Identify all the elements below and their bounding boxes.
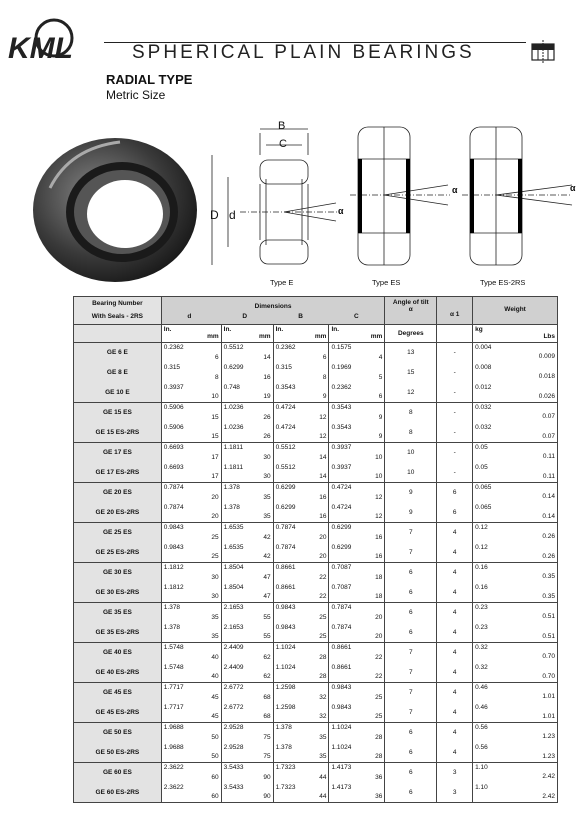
bearing-name: GE 25 ES-2RS xyxy=(74,543,162,563)
table-row xyxy=(74,423,558,443)
dimension-cell: 1.9688 50 xyxy=(161,723,221,743)
table-row xyxy=(74,563,558,583)
tilt-angle-alpha1: - xyxy=(437,403,473,423)
dimension-cell: 1.9688 50 xyxy=(161,743,221,763)
tilt-angle-alpha1: 4 xyxy=(437,703,473,723)
dimension-cell: 0.8661 22 xyxy=(273,563,329,583)
table-row xyxy=(74,583,558,603)
dimension-cell: 0.1969 5 xyxy=(329,363,385,383)
dimension-cell: 0.8661 22 xyxy=(273,583,329,603)
dimension-cell: 1.7323 44 xyxy=(273,783,329,803)
table-row xyxy=(74,363,558,383)
weight-cell: 0.32 0.70 xyxy=(473,643,558,663)
dimension-cell: 0.3937 10 xyxy=(329,443,385,463)
label-alpha-es: α xyxy=(452,185,458,195)
dimension-cell: 0.9843 25 xyxy=(161,543,221,563)
dimension-cell: 0.4724 12 xyxy=(273,403,329,423)
bearing-name: GE 15 ES xyxy=(74,403,162,423)
tilt-angle: 9 xyxy=(385,483,437,503)
dimension-cell: 1.6535 42 xyxy=(221,523,273,543)
dimension-cell: 2.9528 75 xyxy=(221,743,273,763)
unit-C: In. mm xyxy=(329,325,385,343)
bearing-dimension-diagram xyxy=(200,115,579,295)
header-d: d xyxy=(187,313,192,320)
tilt-angle: 6 xyxy=(385,563,437,583)
tilt-angle: 12 xyxy=(385,383,437,403)
dimension-cell: 2.9528 75 xyxy=(221,723,273,743)
spec-table xyxy=(73,296,558,803)
tilt-angle-alpha1: - xyxy=(437,443,473,463)
table-row xyxy=(74,403,558,423)
weight-cell: 0.008 0.018 xyxy=(473,363,558,383)
dimension-cell: 1.1024 28 xyxy=(273,663,329,683)
tilt-angle-alpha1: 4 xyxy=(437,523,473,543)
tilt-angle: 10 xyxy=(385,443,437,463)
dimension-cell: 3.5433 90 xyxy=(221,763,273,783)
weight-cell: 0.12 0.26 xyxy=(473,543,558,563)
tilt-angle-alpha1: 6 xyxy=(437,483,473,503)
table-row xyxy=(74,443,558,463)
bearing-name: GE 17 ES-2RS xyxy=(74,463,162,483)
dimension-cell: 0.9843 25 xyxy=(273,623,329,643)
dimension-cell: 1.7717 45 xyxy=(161,683,221,703)
table-row xyxy=(74,683,558,703)
dimension-cell: 1.6535 42 xyxy=(221,543,273,563)
tilt-angle: 8 xyxy=(385,403,437,423)
bearing-name: GE 10 E xyxy=(74,383,162,403)
dimension-cell: 0.5906 15 xyxy=(161,403,221,423)
dimension-cell: 0.7874 20 xyxy=(161,503,221,523)
unit-d: In. mm xyxy=(161,325,221,343)
dimension-cell: 1.378 35 xyxy=(273,723,329,743)
dimension-cell: 0.315 8 xyxy=(273,363,329,383)
dimension-cell: 1.1812 30 xyxy=(161,563,221,583)
tilt-angle-alpha1: 6 xyxy=(437,503,473,523)
weight-cell: 0.012 0.026 xyxy=(473,383,558,403)
table-row xyxy=(74,663,558,683)
label-d: d xyxy=(229,208,236,222)
header-C: C xyxy=(354,313,359,320)
tilt-angle-alpha1: 4 xyxy=(437,743,473,763)
tilt-angle: 6 xyxy=(385,743,437,763)
dimension-cell: 1.5748 40 xyxy=(161,663,221,683)
bearing-name: GE 50 ES xyxy=(74,723,162,743)
dimension-cell: 0.2362 6 xyxy=(329,383,385,403)
dimension-cell: 1.1024 28 xyxy=(329,743,385,763)
weight-cell: 0.23 0.51 xyxy=(473,603,558,623)
dimension-cell: 0.3937 10 xyxy=(161,383,221,403)
table-row xyxy=(74,743,558,763)
dimension-cell: 1.1812 30 xyxy=(161,583,221,603)
dimension-cell: 1.4173 36 xyxy=(329,763,385,783)
dimension-cell: 1.1811 30 xyxy=(221,443,273,463)
table-row xyxy=(74,503,558,523)
bearing-name: GE 17 ES xyxy=(74,443,162,463)
header-dimensions: Dimensions d D B C xyxy=(161,297,385,325)
tilt-angle-alpha1: - xyxy=(437,423,473,443)
dimension-cell: 0.8661 22 xyxy=(329,663,385,683)
unit-weight: kg Lbs xyxy=(473,325,558,343)
dimension-cell: 0.9843 25 xyxy=(329,683,385,703)
weight-cell: 0.004 0.009 xyxy=(473,343,558,363)
dimension-cell: 0.5512 14 xyxy=(221,343,273,363)
label-B: B xyxy=(278,120,286,132)
dimension-cell: 2.6772 68 xyxy=(221,703,273,723)
dimension-cell: 0.748 19 xyxy=(221,383,273,403)
weight-cell: 0.065 0.14 xyxy=(473,503,558,523)
dimension-cell: 2.3622 60 xyxy=(161,763,221,783)
dimension-cell: 0.9843 25 xyxy=(329,703,385,723)
bearing-name: GE 6 E xyxy=(74,343,162,363)
dimension-cell: 0.2362 6 xyxy=(273,343,329,363)
dimension-cell: 0.7874 20 xyxy=(161,483,221,503)
tilt-angle-alpha1: 3 xyxy=(437,763,473,783)
size-note: Metric Size xyxy=(106,88,166,102)
dimension-cell: 0.4724 12 xyxy=(329,483,385,503)
dimension-cell: 1.2598 32 xyxy=(273,683,329,703)
dimension-cell: 2.4409 62 xyxy=(221,663,273,683)
bearing-name: GE 45 ES-2RS xyxy=(74,703,162,723)
tilt-angle-alpha1: 4 xyxy=(437,683,473,703)
header-weight: Weight xyxy=(473,297,558,325)
weight-cell: 0.065 0.14 xyxy=(473,483,558,503)
dimension-cell: 2.1653 55 xyxy=(221,623,273,643)
tilt-angle: 7 xyxy=(385,523,437,543)
dimension-cell: 2.4409 62 xyxy=(221,643,273,663)
table-row xyxy=(74,543,558,563)
dimension-cell: 0.315 8 xyxy=(161,363,221,383)
dimension-cell: 0.2362 6 xyxy=(161,343,221,363)
dimension-cell: 0.5906 15 xyxy=(161,423,221,443)
dimension-cell: 1.2598 32 xyxy=(273,703,329,723)
dimension-cell: 0.9843 25 xyxy=(273,603,329,623)
svg-text:KML: KML xyxy=(8,32,73,65)
caption-type-e: Type E xyxy=(270,278,294,287)
bearing-name: GE 50 ES-2RS xyxy=(74,743,162,763)
tilt-angle: 6 xyxy=(385,623,437,643)
weight-cell: 0.12 0.26 xyxy=(473,523,558,543)
tilt-angle: 7 xyxy=(385,663,437,683)
dimension-cell: 0.3543 9 xyxy=(329,403,385,423)
dimension-cell: 0.7087 18 xyxy=(329,583,385,603)
dimension-cell: 1.1024 28 xyxy=(273,643,329,663)
dimension-cell: 1.378 35 xyxy=(161,603,221,623)
bearing-name: GE 60 ES xyxy=(74,763,162,783)
weight-cell: 1.10 2.42 xyxy=(473,763,558,783)
tilt-angle-alpha1: 4 xyxy=(437,643,473,663)
dimension-cell: 3.5433 90 xyxy=(221,783,273,803)
header-bearing-number: Bearing Number With Seals - 2RS xyxy=(74,297,162,325)
tilt-angle-alpha1: 4 xyxy=(437,543,473,563)
table-row xyxy=(74,643,558,663)
dimension-cell: 0.7087 18 xyxy=(329,563,385,583)
bearing-name: GE 45 ES xyxy=(74,683,162,703)
tilt-angle-alpha1: - xyxy=(437,463,473,483)
table-row xyxy=(74,383,558,403)
unit-D: In. mm xyxy=(221,325,273,343)
dimension-cell: 0.3543 9 xyxy=(273,383,329,403)
bearing-name: GE 40 ES xyxy=(74,643,162,663)
bearing-photo xyxy=(30,128,200,288)
tilt-angle-alpha1: 4 xyxy=(437,663,473,683)
bearing-name: GE 30 ES xyxy=(74,563,162,583)
table-row xyxy=(74,343,558,363)
dimension-cell: 1.0236 26 xyxy=(221,403,273,423)
dimension-cell: 1.378 35 xyxy=(273,743,329,763)
section-subtitle: RADIAL TYPE xyxy=(106,72,193,87)
table-row xyxy=(74,783,558,803)
table-row xyxy=(74,523,558,543)
weight-cell: 0.16 0.35 xyxy=(473,563,558,583)
table-row xyxy=(74,703,558,723)
caption-type-es: Type ES xyxy=(372,278,401,287)
header-angle: Angle of tilt α xyxy=(385,297,437,325)
dimension-cell: 0.7874 20 xyxy=(273,543,329,563)
tilt-angle-alpha1: 4 xyxy=(437,723,473,743)
bearing-name: GE 35 ES xyxy=(74,603,162,623)
weight-cell: 0.32 0.70 xyxy=(473,663,558,683)
bearing-name: GE 15 ES-2RS xyxy=(74,423,162,443)
weight-cell: 0.56 1.23 xyxy=(473,723,558,743)
weight-cell: 0.032 0.07 xyxy=(473,403,558,423)
tilt-angle-alpha1: - xyxy=(437,383,473,403)
dimension-cell: 1.7717 45 xyxy=(161,703,221,723)
dimension-cell: 0.3543 9 xyxy=(329,423,385,443)
bearing-name: GE 8 E xyxy=(74,363,162,383)
tilt-angle: 6 xyxy=(385,763,437,783)
tilt-angle-alpha1: 4 xyxy=(437,563,473,583)
label-C: C xyxy=(279,138,287,150)
dimension-cell: 2.1653 55 xyxy=(221,603,273,623)
dimension-cell: 1.8504 47 xyxy=(221,563,273,583)
dimension-cell: 1.4173 36 xyxy=(329,783,385,803)
header-alpha1: α 1 xyxy=(437,297,473,325)
weight-cell: 0.56 1.23 xyxy=(473,743,558,763)
dimension-cell: 1.0236 26 xyxy=(221,423,273,443)
tilt-angle-alpha1: - xyxy=(437,343,473,363)
label-alpha-e: α xyxy=(338,206,344,216)
header-B: B xyxy=(298,313,303,320)
tilt-angle: 8 xyxy=(385,423,437,443)
dimension-cell: 0.6693 17 xyxy=(161,463,221,483)
weight-cell: 0.16 0.35 xyxy=(473,583,558,603)
bearing-name: GE 35 ES-2RS xyxy=(74,623,162,643)
tilt-angle-alpha1: 4 xyxy=(437,623,473,643)
bearing-name: GE 20 ES-2RS xyxy=(74,503,162,523)
weight-cell: 0.46 1.01 xyxy=(473,683,558,703)
page-title: SPHERICAL PLAIN BEARINGS xyxy=(132,42,475,63)
dimension-cell: 1.8504 47 xyxy=(221,583,273,603)
bearing-name: GE 40 ES-2RS xyxy=(74,663,162,683)
tilt-angle: 7 xyxy=(385,643,437,663)
bearing-name: GE 60 ES-2RS xyxy=(74,783,162,803)
weight-cell: 0.05 0.11 xyxy=(473,463,558,483)
table-row xyxy=(74,603,558,623)
bearing-section-icon xyxy=(530,40,556,64)
dimension-cell: 1.378 35 xyxy=(221,503,273,523)
dimension-cell: 2.6772 68 xyxy=(221,683,273,703)
dimension-cell: 1.7323 44 xyxy=(273,763,329,783)
weight-cell: 0.46 1.01 xyxy=(473,703,558,723)
dimension-cell: 0.6299 16 xyxy=(273,483,329,503)
tilt-angle: 9 xyxy=(385,503,437,523)
kml-logo xyxy=(6,16,98,68)
tilt-angle-alpha1: 3 xyxy=(437,783,473,803)
tilt-angle: 6 xyxy=(385,603,437,623)
tilt-angle: 6 xyxy=(385,783,437,803)
weight-cell: 0.05 0.11 xyxy=(473,443,558,463)
dimension-cell: 0.8661 22 xyxy=(329,643,385,663)
dimension-cell: 1.378 35 xyxy=(161,623,221,643)
weight-cell: 0.032 0.07 xyxy=(473,423,558,443)
tilt-angle: 6 xyxy=(385,583,437,603)
dimension-cell: 2.3622 60 xyxy=(161,783,221,803)
table-row xyxy=(74,463,558,483)
dimension-cell: 0.6299 16 xyxy=(329,523,385,543)
table-row xyxy=(74,483,558,503)
dimension-cell: 0.6299 16 xyxy=(221,363,273,383)
weight-cell: 1.10 2.42 xyxy=(473,783,558,803)
unit-degrees: Degrees xyxy=(385,325,437,343)
dimension-cell: 0.7874 20 xyxy=(329,623,385,643)
dimension-cell: 0.9843 25 xyxy=(161,523,221,543)
dimension-cell: 1.378 35 xyxy=(221,483,273,503)
label-alpha-es2rs: α xyxy=(570,183,576,193)
tilt-angle: 7 xyxy=(385,683,437,703)
dimension-cell: 0.6299 16 xyxy=(273,503,329,523)
weight-cell: 0.23 0.51 xyxy=(473,623,558,643)
tilt-angle-alpha1: 4 xyxy=(437,583,473,603)
dimension-cell: 0.6693 17 xyxy=(161,443,221,463)
dimension-cell: 1.1811 30 xyxy=(221,463,273,483)
dimension-cell: 0.5512 14 xyxy=(273,463,329,483)
bearing-name: GE 30 ES-2RS xyxy=(74,583,162,603)
dimension-cell: 0.7874 20 xyxy=(329,603,385,623)
dimension-cell: 1.5748 40 xyxy=(161,643,221,663)
table-row xyxy=(74,763,558,783)
tilt-angle: 7 xyxy=(385,703,437,723)
dimension-cell: 0.4724 12 xyxy=(273,423,329,443)
tilt-angle: 6 xyxy=(385,723,437,743)
dimension-cell: 0.4724 12 xyxy=(329,503,385,523)
bearing-name: GE 20 ES xyxy=(74,483,162,503)
bearing-name: GE 25 ES xyxy=(74,523,162,543)
dimension-cell: 0.1575 4 xyxy=(329,343,385,363)
tilt-angle-alpha1: - xyxy=(437,363,473,383)
caption-type-es2rs: Type ES-2RS xyxy=(480,278,526,287)
tilt-angle-alpha1: 4 xyxy=(437,603,473,623)
dimension-cell: 1.1024 28 xyxy=(329,723,385,743)
table-row xyxy=(74,723,558,743)
tilt-angle: 13 xyxy=(385,343,437,363)
tilt-angle: 7 xyxy=(385,543,437,563)
tilt-angle: 15 xyxy=(385,363,437,383)
dimension-cell: 0.6299 16 xyxy=(329,543,385,563)
label-D: D xyxy=(210,208,219,222)
header-D: D xyxy=(242,313,248,320)
dimension-cell: 0.3937 10 xyxy=(329,463,385,483)
unit-B: In. mm xyxy=(273,325,329,343)
table-row xyxy=(74,623,558,643)
dimension-cell: 0.7874 20 xyxy=(273,523,329,543)
tilt-angle: 10 xyxy=(385,463,437,483)
dimension-cell: 0.5512 14 xyxy=(273,443,329,463)
